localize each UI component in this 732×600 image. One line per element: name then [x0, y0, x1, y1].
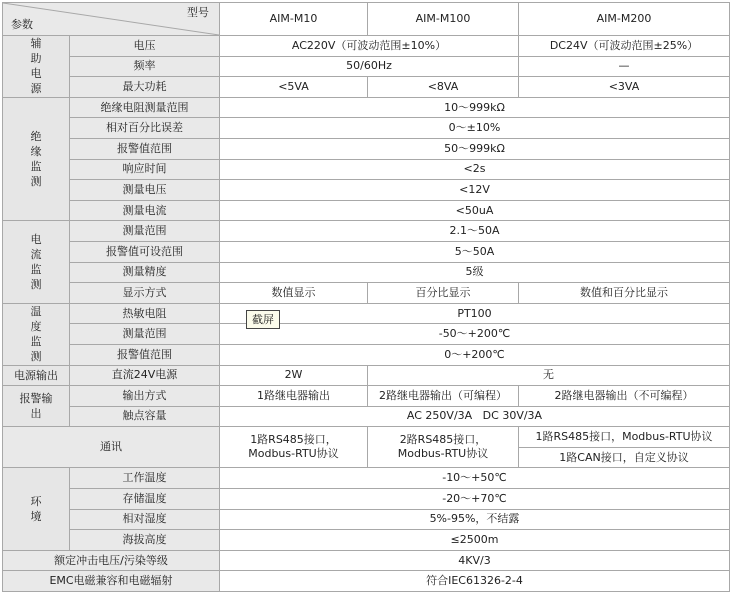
table-row: [3, 97, 730, 118]
table-row: [3, 489, 730, 510]
table-row: [3, 138, 730, 159]
table-row: [3, 303, 730, 324]
ins-range-value: 10～999kΩ: [220, 97, 730, 118]
max-power-m100: <8VA: [368, 77, 519, 98]
row-label-store-temp: 存储温度: [70, 489, 220, 510]
comm-m10-line1: 1路RS485接口，: [250, 433, 337, 447]
table-row: [3, 386, 730, 407]
model-header: 型号: [187, 6, 209, 19]
impulse-value: 4KV/3: [220, 550, 730, 571]
table-row: [3, 530, 730, 551]
dc24-m100-m200: 无: [368, 365, 730, 386]
row-label-humidity: 相对湿度: [70, 509, 220, 530]
table-row: [3, 283, 730, 304]
table-row: [3, 344, 730, 365]
contact-value: AC 250V/3A DC 30V/3A: [220, 406, 730, 427]
voltage-m10-m100: AC220V（可波动范围±10%）: [220, 36, 519, 57]
row-label-temp-alarm: 报警值范围: [70, 344, 220, 365]
row-label-ins-range: 绝缘电阻测量范围: [70, 97, 220, 118]
table-row: [3, 221, 730, 242]
table-row: [3, 571, 730, 592]
table-row: [3, 468, 730, 489]
display-m100: 百分比显示: [368, 283, 519, 304]
table-row: [3, 509, 730, 530]
group-power-output: 电源输出: [3, 365, 70, 386]
row-label-max-power: 最大功耗: [70, 77, 220, 98]
spec-table: [2, 2, 730, 592]
dc24-m10: 2W: [220, 365, 368, 386]
comm-m100-line2: Modbus-RTU协议: [397, 447, 489, 461]
table-row: [3, 262, 730, 283]
row-label-emc: EMC电磁兼容和电磁辐射: [3, 571, 220, 592]
row-label-altitude: 海拔高度: [70, 530, 220, 551]
emc-value: 符合IEC61326-2-4: [220, 571, 730, 592]
model-m10: AIM-M10: [220, 3, 368, 36]
row-label-meas-voltage: 测量电压: [70, 180, 220, 201]
accuracy-value: 5级: [220, 262, 730, 283]
comm-m100-line1: 2路RS485接口，: [399, 433, 487, 447]
table-row: [3, 118, 730, 139]
group-current: 电流监测: [3, 221, 70, 303]
row-label-frequency: 频率: [70, 56, 220, 77]
alarm-range-value: 50～999kΩ: [220, 138, 730, 159]
row-label-thermistor: 热敏电阻: [70, 303, 220, 324]
row-label-impulse: 额定冲击电压/污染等级: [3, 550, 220, 571]
comm-m10-line2: Modbus-RTU协议: [248, 447, 339, 461]
row-label-display: 显示方式: [70, 283, 220, 304]
table-row: [3, 77, 730, 98]
table-row: [3, 427, 730, 448]
cur-range-value: 2.1～50A: [220, 221, 730, 242]
meas-voltage-value: <12V: [220, 180, 730, 201]
max-power-m200: <3VA: [519, 77, 730, 98]
humidity-value: 5%-95%，不结露: [220, 509, 730, 530]
table-row: [3, 200, 730, 221]
row-label-comm: 通讯: [3, 427, 220, 468]
frequency-m200: —: [519, 56, 730, 77]
table-row: [3, 241, 730, 262]
meas-current-value: <50uA: [220, 200, 730, 221]
row-label-rel-error: 相对百分比误差: [70, 118, 220, 139]
thermistor-value: PT100: [220, 303, 730, 324]
row-label-out-mode: 输出方式: [70, 386, 220, 407]
model-m100: AIM-M100: [368, 3, 519, 36]
comm-m10: [220, 427, 368, 468]
cur-alarm-value: 5～50A: [220, 241, 730, 262]
voltage-m200: DC24V（可波动范围±25%）: [519, 36, 730, 57]
display-m10: 数值显示: [220, 283, 368, 304]
work-temp-value: -10～+50℃: [220, 468, 730, 489]
response-value: <2s: [220, 159, 730, 180]
row-label-voltage: 电压: [70, 36, 220, 57]
comm-m200-line2: 1路CAN接口，自定义协议: [519, 447, 730, 468]
temp-alarm-value: 0～+200℃: [220, 344, 730, 365]
comm-m200-line1: 1路RS485接口，Modbus-RTU协议: [519, 427, 730, 448]
table-row: [3, 180, 730, 201]
row-label-cur-alarm: 报警值可设范围: [70, 241, 220, 262]
row-label-temp-range: 测量范围: [70, 324, 220, 345]
row-label-cur-range: 测量范围: [70, 221, 220, 242]
row-label-meas-current: 测量电流: [70, 200, 220, 221]
param-header: 参数: [11, 18, 33, 31]
store-temp-value: -20～+70℃: [220, 489, 730, 510]
group-temperature: 温度监测: [3, 303, 70, 365]
frequency-m10-m100: 50/60Hz: [220, 56, 519, 77]
temp-range-value: -50～+200℃: [220, 324, 730, 345]
display-m200: 数值和百分比显示: [519, 283, 730, 304]
rel-error-value: 0～±10%: [220, 118, 730, 139]
comm-m100: [368, 427, 519, 468]
table-row: [3, 365, 730, 386]
table-row: [3, 324, 730, 345]
altitude-value: ≤2500m: [220, 530, 730, 551]
out-mode-m100: 2路继电器输出（可编程）: [368, 386, 519, 407]
row-label-accuracy: 测量精度: [70, 262, 220, 283]
table-row: [3, 550, 730, 571]
group-environment: 环境: [3, 468, 70, 550]
group-insulation: 绝缘监测: [3, 97, 70, 221]
screenshot-badge[interactable]: 截屏: [246, 310, 280, 329]
table-row: [3, 159, 730, 180]
out-mode-m10: 1路继电器输出: [220, 386, 368, 407]
row-label-dc24: 直流24V电源: [70, 365, 220, 386]
group-alarm-output: 报警输出: [3, 386, 70, 427]
model-m200: AIM-M200: [519, 3, 730, 36]
header-corner: [3, 3, 220, 36]
group-aux-power: 辅助电源: [3, 36, 70, 98]
row-label-contact: 触点容量: [70, 406, 220, 427]
max-power-m10: <5VA: [220, 77, 368, 98]
row-label-work-temp: 工作温度: [70, 468, 220, 489]
row-label-alarm-range: 报警值范围: [70, 138, 220, 159]
header-row: [3, 3, 730, 36]
out-mode-m200: 2路继电器输出（不可编程）: [519, 386, 730, 407]
table-row: [3, 406, 730, 427]
table-row: [3, 36, 730, 57]
table-row: [3, 56, 730, 77]
row-label-response: 响应时间: [70, 159, 220, 180]
